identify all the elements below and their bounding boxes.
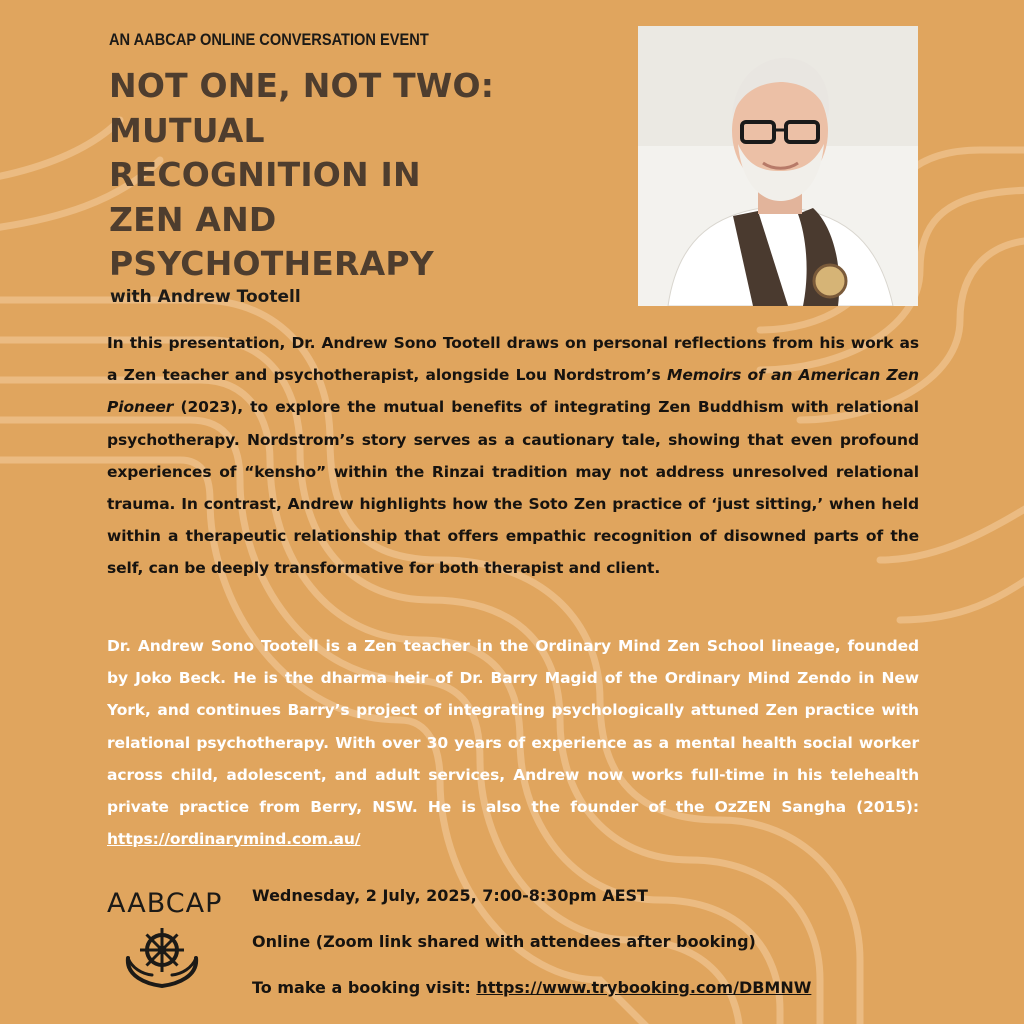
event-title-line: MUTUAL: [109, 110, 265, 150]
trybooking-link[interactable]: https://www.trybooking.com/DBMNW: [476, 978, 812, 997]
bio-text: Dr. Andrew Sono Tootell is a Zen teacher in the Ordinary Mind Zen School lineage, founded by Joko Beck. He is the dharma heir of Dr. Barry Magid of the Ordinary Mind Zendo in New York, and continues Barry’s project of integrating psychologically attuned Zen practice with relational psychotherapy. With over 30 years of experience as a mental health social worker across child, adolescent, and adult services, Andrew now works full-time in his telehealth private practice from Berry, NSW. He is also the founder of the OzZEN Sangha (2015):: [107, 637, 919, 817]
booking-line: [252, 978, 811, 997]
book-title: Memoirs of an American Zen Pioneer: [107, 366, 919, 417]
event-title-line: RECOGNITION IN: [109, 155, 421, 194]
booking-label: To make a booking visit:: [252, 978, 477, 997]
event-title-line: PSYCHOTHERAPY: [109, 244, 434, 283]
event-title-line: ZEN AND: [109, 199, 277, 239]
dharma-wheel-in-hands-icon: [122, 920, 202, 992]
description-text-start: In this presentation, Dr. Andrew Sono Tootell draws on personal reflections from his work as a Zen teacher and psychotherapist, alongside Lou Nordstrom’s: [107, 334, 919, 385]
event-title: [109, 64, 529, 287]
speaker-subtitle: with Andrew Tootell: [110, 287, 301, 307]
ordinarymind-link[interactable]: https://ordinarymind.com.au/: [107, 830, 361, 849]
description-text-end: (2023), to explore the mutual benefits of integrating Zen Buddhism with relational psychotherapy. Nordstrom’s story serves as a cautionary tale, showing that even profound experiences of “kensho” within the Rinzai tradition may not address unresolved relational trauma. In contrast, Andrew highlights how the Soto Zen practice of ‘just sitting,’ when held within a therapeutic relationship that offers empathic recognition of disowned parts of the self, can be deeply transformative for both therapist and client.: [107, 398, 919, 578]
event-date-time: Wednesday, 2 July, 2025, 7:00-8:30pm AEST: [252, 886, 648, 905]
speaker-bio: [107, 630, 919, 855]
aabcap-logo-wordmark: AABCAP: [107, 888, 223, 919]
speaker-photo: [638, 26, 918, 306]
event-title-line: NOT ONE, NOT TWO:: [109, 66, 495, 105]
event-eyebrow: AN AABCAP ONLINE CONVERSATION EVENT: [109, 30, 429, 49]
event-location: Online (Zoom link shared with attendees after booking): [252, 932, 756, 951]
event-description: [107, 327, 919, 585]
